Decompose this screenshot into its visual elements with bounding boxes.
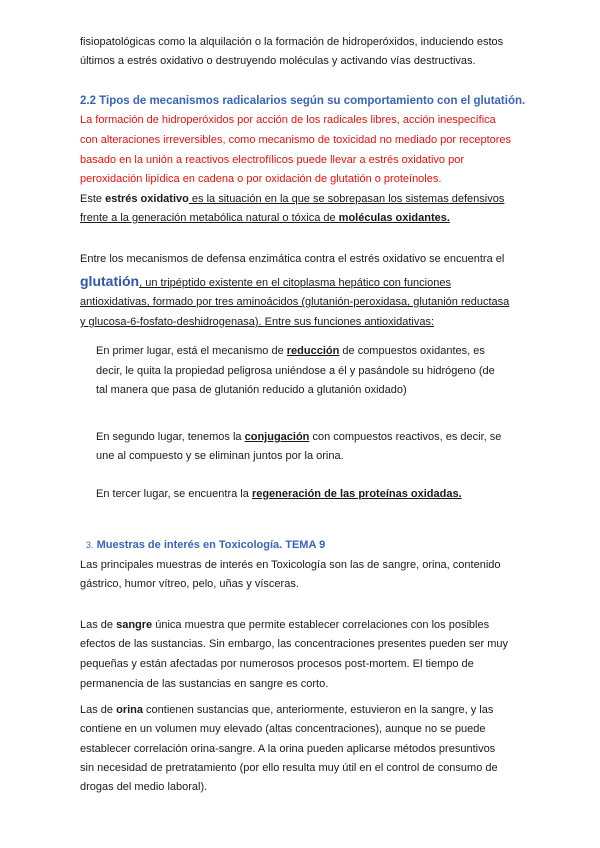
stress-prefix: Este — [80, 193, 106, 205]
reduction-term: reducción — [286, 345, 340, 357]
reduction-line-1 — [96, 342, 485, 361]
blood-line-3: pequeñas y están afectadas por numerosos procesos post-mortem. El tiempo de — [80, 658, 474, 670]
regeneration-pre: En tercer lugar, se encuentra la — [96, 488, 252, 500]
stress-term: estrés oxidativo — [105, 193, 189, 205]
urine-pre: Las de — [80, 704, 117, 716]
oxidant-molecules-term: moléculas oxidantes. — [338, 212, 450, 224]
intro-line-1: fisiopatológicas como la alquilación o la formación de hidroperóxidos, induciendo estos — [80, 36, 504, 48]
section-2-2-heading: 2.2 Tipos de mecanismos radicalarios según su comportamiento con el glutatión. — [80, 95, 526, 107]
urine-line-3: establecer correlación orina-sangre. A la orina pueden aplicarse métodos presuntivos — [80, 743, 496, 755]
section-3-line-2: gástrico, humor vítreo, pelo, uñas y vísceras. — [80, 578, 299, 590]
urine-term: orina — [116, 704, 143, 716]
reduction-pre: En primer lugar, está el mecanismo de — [96, 345, 287, 357]
blood-term: sangre — [116, 619, 153, 631]
stress-definition: es la situación en la que se sobrepasan los sistemas defensivos — [188, 193, 505, 205]
section-3-heading — [86, 536, 325, 555]
red-paragraph-line: con alteraciones irreversibles, como mecanismo de toxicidad no mediado por receptores — [80, 134, 512, 146]
reduction-post: de compuestos oxidantes, es — [339, 345, 485, 357]
conjugation-line-1 — [96, 428, 501, 447]
section-3-title: Muestras de interés en Toxicología. TEMA 9 — [93, 539, 326, 551]
urine-line-2: contiene en un volumen muy elevado (altas concentraciones), aunque no se puede — [80, 723, 486, 735]
blood-post: única muestra que permite establecer correlaciones con los posibles — [152, 619, 490, 631]
stress-line-2 — [80, 209, 450, 228]
conjugation-line-2: une al compuesto y se eliminan juntos por la orina. — [96, 450, 344, 462]
red-paragraph-line: peroxidación lipídica en cadena o por oxidación de glutatión o proteínoles. — [80, 173, 442, 185]
glutathione-definition: , un tripéptido existente en el citoplasma hepático con funciones — [139, 277, 451, 289]
red-paragraph-line: basado en la unión a reactivos electrofílicos puede llevar a estrés oxidativo por — [80, 154, 465, 166]
stress-line-2-text: frente a la generación metabólica natural o tóxica de — [80, 212, 339, 224]
blood-line-4: permanencia de las sustancias en sangre es corto. — [80, 678, 329, 690]
glutathione-line-4: y glucosa-6-fosfato-deshidrogenasa). Entre sus funciones antioxidativas: — [80, 316, 435, 328]
urine-line-4: sin necesidad de pretratamiento (por ello resulta muy útil en el control de consumo de — [80, 762, 498, 774]
urine-post: contienen sustancias que, anteriormente, estuvieron en la sangre, y las — [143, 704, 494, 716]
stress-line-1 — [80, 190, 504, 209]
glutathione-term: glutatión — [80, 273, 140, 289]
glutathione-line-2 — [80, 272, 451, 293]
regeneration-term: regeneración de las proteínas oxidadas. — [251, 488, 462, 500]
glutathione-line-1: Entre los mecanismos de defensa enzimática contra el estrés oxidativo se encuentra el — [80, 253, 505, 265]
glutathione-line-3: antioxidativas, formado por tres aminoácidos (glutanión-peroxidasa, glutanión reductasa — [80, 296, 510, 308]
regeneration-line — [96, 485, 462, 504]
conjugation-term: conjugación — [244, 431, 310, 443]
section-3-line-1: Las principales muestras de interés en Toxicología son las de sangre, orina, contenido — [80, 559, 501, 571]
conjugation-post: con compuestos reactivos, es decir, se — [309, 431, 502, 443]
section-3-number: 3. — [86, 540, 94, 550]
blood-line-2: efectos de las sustancias. Sin embargo, las concentraciones presentes pueden ser muy — [80, 638, 509, 650]
urine-line-5: drogas del medio laboral). — [80, 781, 208, 793]
red-paragraph-line: La formación de hidroperóxidos por acción de los radicales libres, acción inespecífica — [80, 114, 496, 126]
blood-pre: Las de — [80, 619, 117, 631]
reduction-line-2: decir, le quita la propiedad peligrosa uniéndose a él y pasándole su hidrógeno (de — [96, 365, 495, 377]
urine-line-1 — [80, 701, 493, 720]
intro-line-2: últimos a estrés oxidativo o destruyendo moléculas y activando vías destructivas. — [80, 55, 476, 67]
blood-line-1 — [80, 616, 489, 635]
conjugation-pre: En segundo lugar, tenemos la — [96, 431, 245, 443]
reduction-line-3: tal manera que pasa de glutanión reducido a glutanión oxidado) — [96, 384, 407, 396]
